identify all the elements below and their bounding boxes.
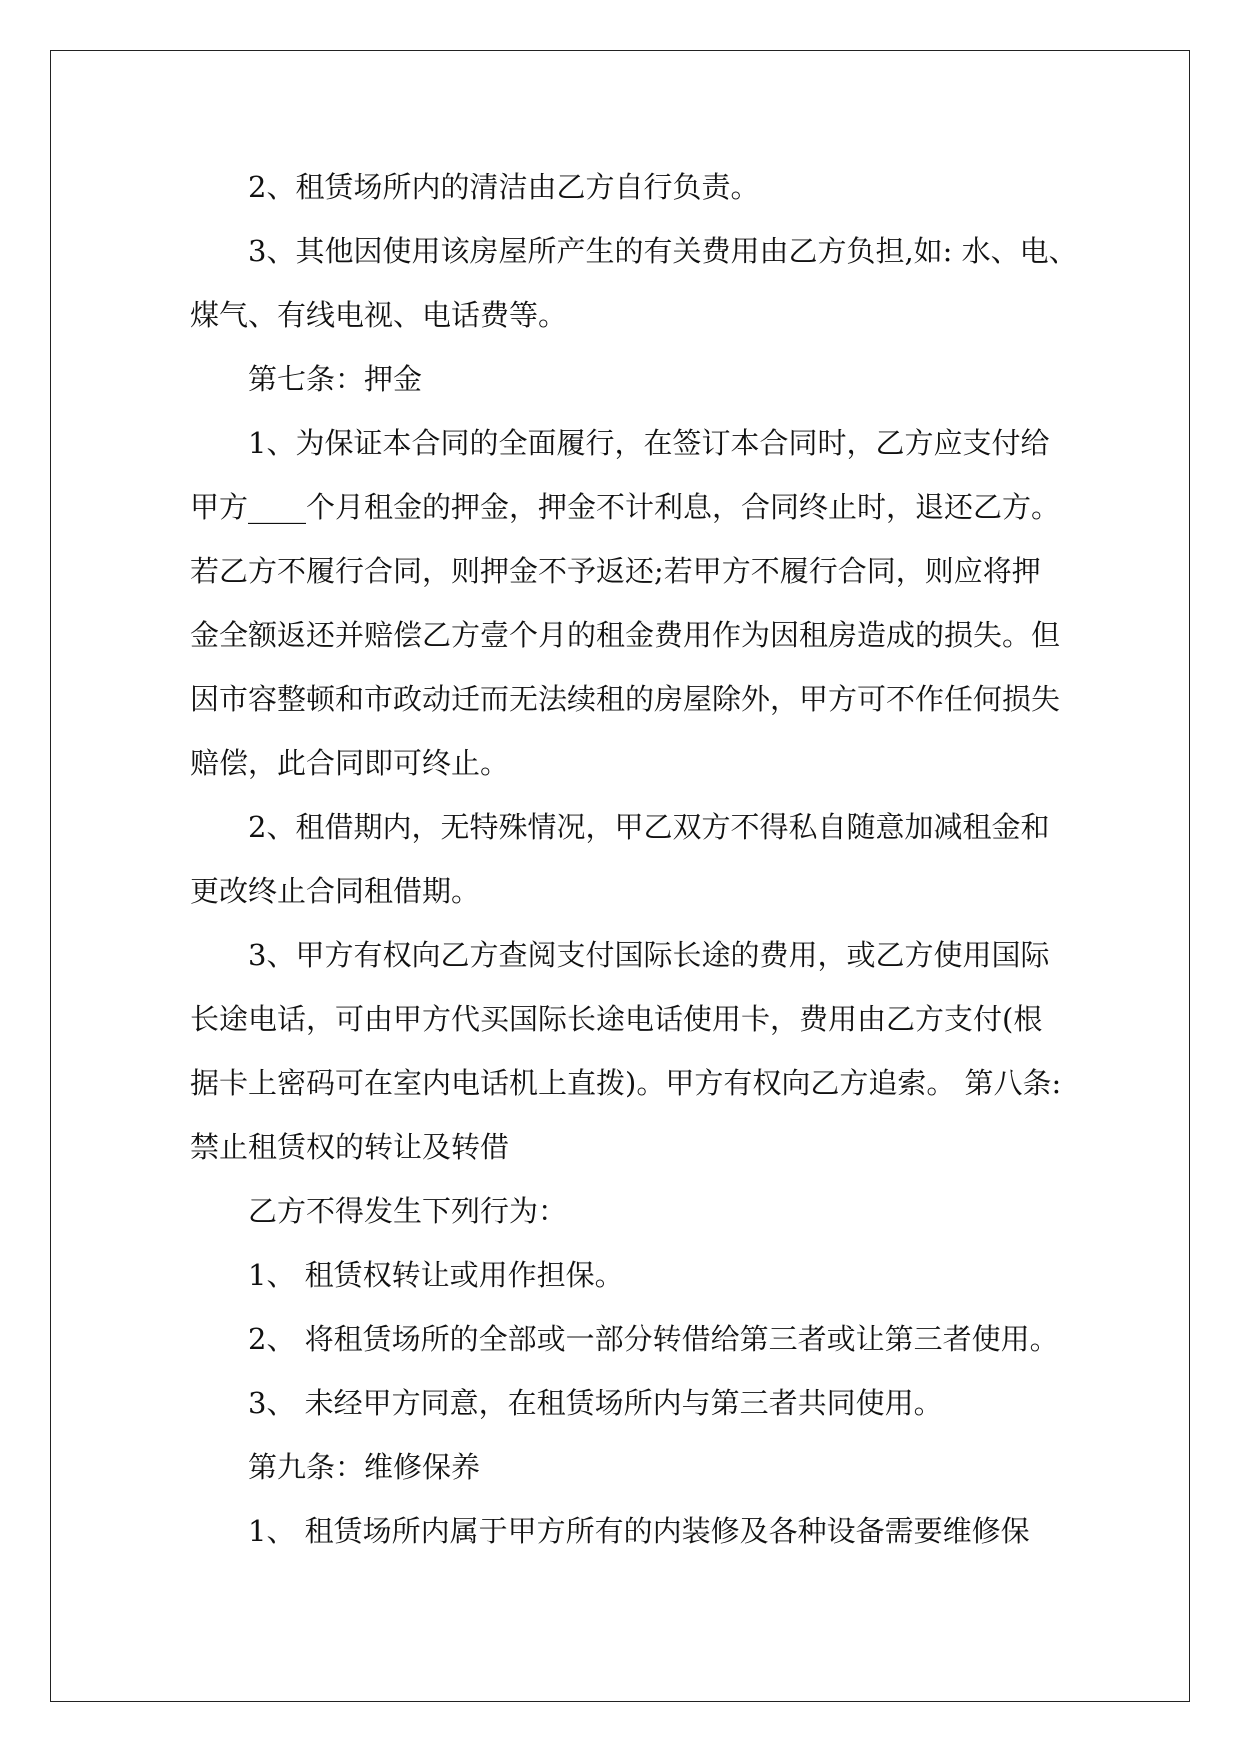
text-line: 煤气、有线电视、电话费等。: [190, 298, 568, 332]
text-line: 3、 未经甲方同意，在租赁场所内与第三者共同使用。: [248, 1386, 943, 1420]
paragraph: [190, 795, 1070, 923]
paragraph: [190, 347, 1070, 411]
paragraph: [190, 1371, 1070, 1435]
text-line: 长途电话，可由甲方代买国际长途电话使用卡，费用由乙方支付(根: [190, 1002, 1043, 1036]
text-line: 3、其他因使用该房屋所产生的有关费用由乙方负担,如: 水、电、: [248, 234, 1078, 268]
text-line: 第七条：押金: [248, 362, 423, 396]
paragraph: [190, 1243, 1070, 1307]
text-line: 第九条：维修保养: [248, 1450, 481, 1484]
document-body: [190, 155, 1078, 1563]
text-line: 乙方不得发生下列行为：: [248, 1194, 568, 1228]
text-line: 1、 租赁权转让或用作担保。: [248, 1258, 624, 1292]
paragraph: [190, 923, 1070, 1179]
text-line: 因市容整顿和市政动迁而无法续租的房屋除外，甲方可不作任何损失: [190, 682, 1061, 716]
text-line: 1、为保证本合同的全面履行，在签订本合同时，乙方应支付给: [248, 426, 1050, 460]
paragraph: [190, 411, 1070, 795]
paragraph: [190, 1179, 1070, 1243]
text-line: 3、甲方有权向乙方查阅支付国际长途的费用，或乙方使用国际: [248, 938, 1050, 972]
text-line: 2、 将租赁场所的全部或一部分转借给第三者或让第三者使用。: [248, 1322, 1059, 1356]
text-line: 2、租赁场所内的清洁由乙方自行负责。: [248, 170, 760, 204]
text-line: 1、 租赁场所内属于甲方所有的内装修及各种设备需要维修保: [248, 1514, 1030, 1548]
text-line: 禁止租赁权的转让及转借: [190, 1130, 510, 1164]
paragraph: [190, 1307, 1070, 1371]
text-line: 若乙方不履行合同，则押金不予返还;若甲方不履行合同，则应将押: [190, 554, 1041, 588]
paragraph: [190, 219, 1078, 347]
text-line: 赔偿，此合同即可终止。: [190, 746, 510, 780]
paragraph: [190, 155, 1070, 219]
paragraph: [190, 1435, 1070, 1499]
text-line: 据卡上密码可在室内电话机上直拨)。甲方有权向乙方追索。 第八条:: [190, 1066, 1062, 1100]
paragraph: [190, 1499, 1070, 1563]
text-line: 甲方____个月租金的押金，押金不计利息，合同终止时，退还乙方。: [190, 490, 1061, 524]
text-line: 更改终止合同租借期。: [190, 874, 481, 908]
text-line: 2、租借期内，无特殊情况，甲乙双方不得私自随意加减租金和: [248, 810, 1050, 844]
text-line: 金全额返还并赔偿乙方壹个月的租金费用作为因租房造成的损失。但: [190, 618, 1061, 652]
